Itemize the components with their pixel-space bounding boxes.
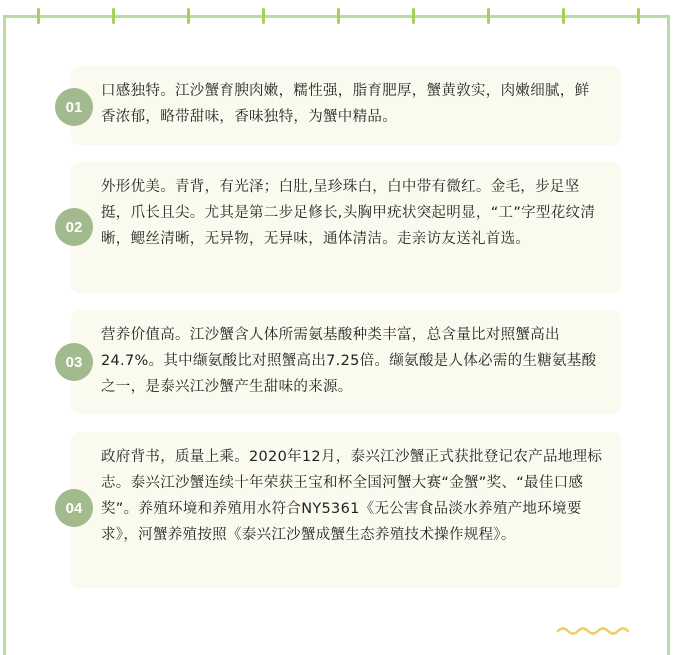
- tick-mark: [562, 8, 565, 24]
- feature-card-3: [71, 310, 621, 414]
- number-badge-2: 02: [55, 208, 93, 246]
- tick-mark: [262, 8, 265, 24]
- number-badge-4: 04: [55, 489, 93, 527]
- number-badge-3: 03: [55, 343, 93, 381]
- tick-mark: [637, 8, 640, 24]
- tick-mark: [487, 8, 490, 24]
- tick-mark: [337, 8, 340, 24]
- tick-mark: [112, 8, 115, 24]
- feature-card-2: [71, 162, 621, 293]
- decorative-wave-icon: [556, 625, 632, 637]
- number-badge-1: 01: [55, 88, 93, 126]
- feature-text: 外形优美。青背，有光泽；白肚,呈珍珠白，白中带有微红。金毛，步足坚挺，爪长且尖。尤其是第二步足修长,头胸甲疣状突起明显，“工”字型花纹清晰，鳃丝清晰，无异物，无异味，通体清洁。走亲访友送礼首选。: [101, 179, 596, 247]
- feature-text: 政府背书，质量上乘。2020年12月，泰兴江沙蟹正式获批登记农产品地理标志。泰兴江沙蟹连续十年荣获王宝和杯全国河蟹大赛“金蟹”奖、“最佳口感奖”。养殖环境和养殖用水符合NY5361《无公害食品淡水养殖产地环境要求》，河蟹养殖按照《泰兴江沙蟹成蟹生态养殖技术操作规程》。: [101, 449, 603, 543]
- feature-card-1: [71, 66, 621, 145]
- tick-mark: [37, 8, 40, 24]
- tick-mark: [187, 8, 190, 24]
- feature-text: 营养价值高。江沙蟹含人体所需氨基酸种类丰富，总含量比对照蟹高出24.7%。其中缬氨酸比对照蟹高出7.25倍。缬氨酸是人体必需的生糖氨基酸之一，是泰兴江沙蟹产生甜味的来源。: [101, 327, 597, 395]
- tick-mark: [412, 8, 415, 24]
- feature-card-4: [71, 432, 621, 588]
- feature-text: 口感独特。江沙蟹育腴肉嫩，糯性强，脂育肥厚，蟹黄敦实，肉嫩细腻，鲜香浓郁，略带甜味，香味独特，为蟹中精品。: [101, 83, 590, 125]
